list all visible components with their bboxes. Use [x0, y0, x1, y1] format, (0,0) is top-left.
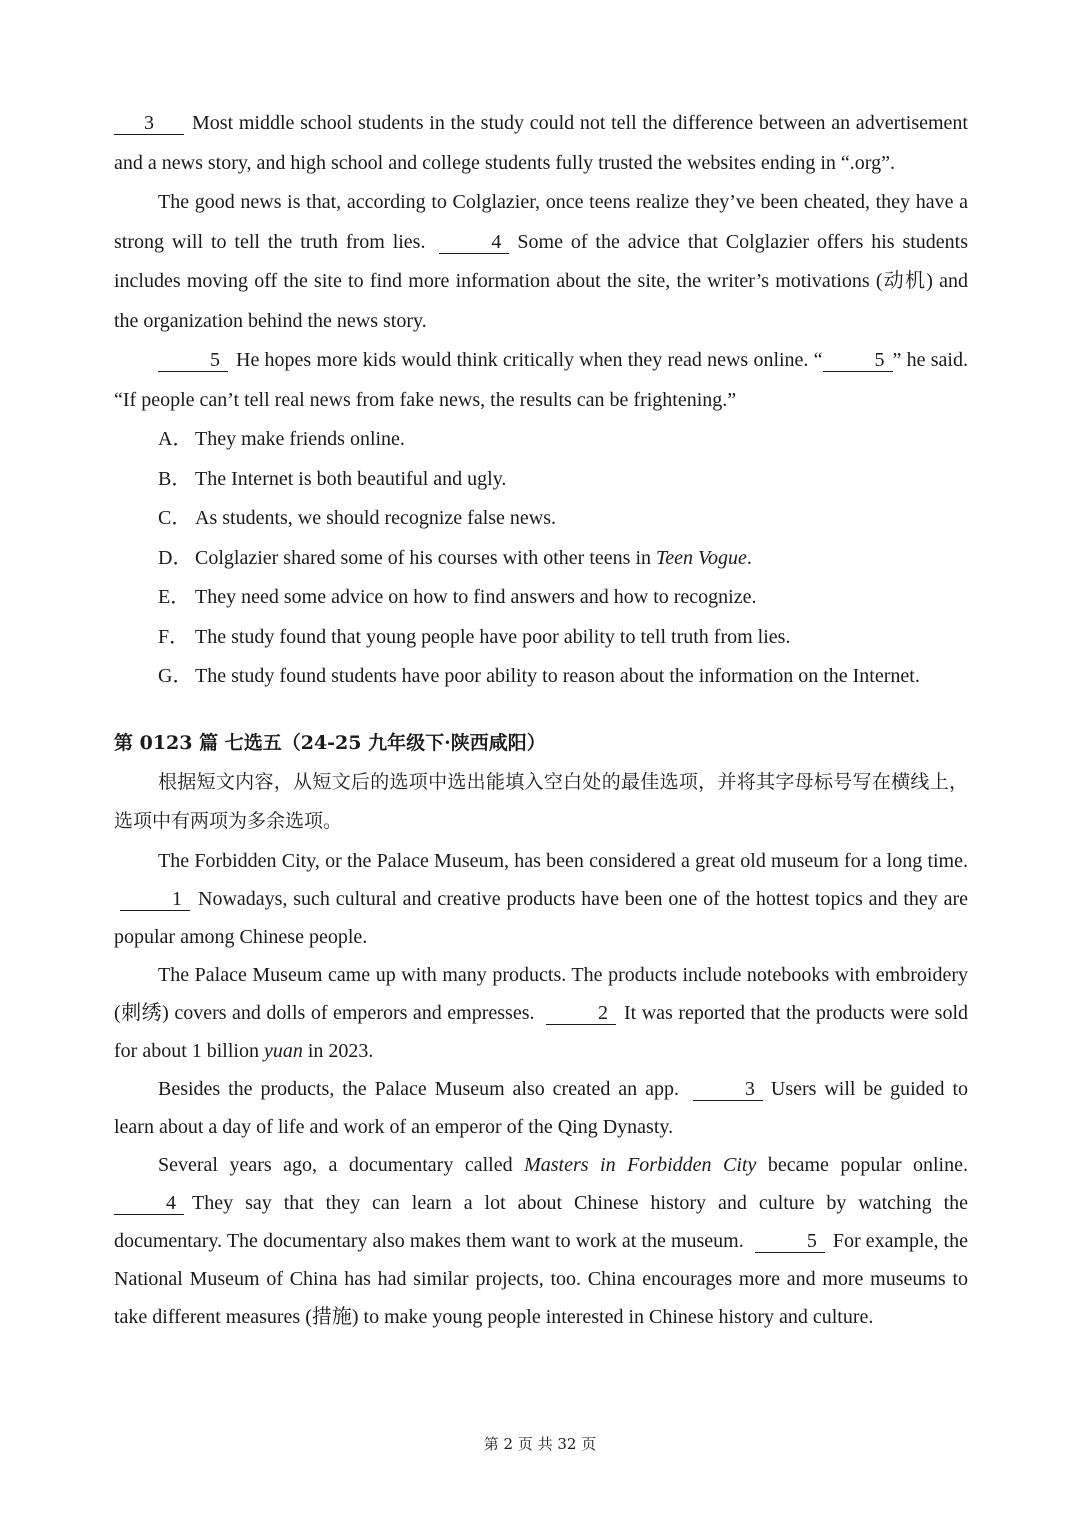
option-item: E． They need some advice on how to find answers and how to recognize. [158, 586, 757, 608]
answer-blank: 4 [114, 1192, 184, 1215]
section-heading: 第 0123 篇 七选五（24-25 九年级下·陕西咸阳） [114, 731, 546, 754]
page-number-footer: 第 2 页 共 32 页 [483, 1435, 597, 1453]
answer-blank: 1 [120, 888, 190, 911]
page-content [114, 104, 968, 1336]
passage1-paragraph-1: 3 Most middle school students in the study could not tell the difference between an advertisement and a news story, and high school and college students fully trusted the websites ending in “.org”. [114, 112, 968, 174]
answer-blank: 3 [693, 1078, 763, 1101]
passage2-paragraph-3: Besides the products, the Palace Museum also created an app. 3 Users will be guided to learn about a day of life and work of an emperor of the Qing Dynasty. [114, 1077, 969, 1138]
passage2-paragraph-4: Several years ago, a documentary called Masters in Forbidden City became popular online. 4 They say that they can learn a lot about Chinese history and culture by watching the documentary. The documentary also makes them want to work at the museum. 5 For example, the National Museum of China has had similar projects, too. China encourages more and more museums to take different measures (措施) to make young people interested in Chinese history and culture. [114, 1153, 968, 1328]
passage2-paragraph-2: The Palace Museum came up with many products. The products include notebooks with embroidery (刺绣) covers and dolls of emperors and empresses. 2 It was reported that the products were sold for about 1 billion yuan in 2023. [114, 963, 969, 1062]
passage1-paragraph-3: 5 He hopes more kids would think critically when they read news online. “ 5 ” he said. “If people can’t tell real news from fake news, the results can be frightening.” [114, 349, 968, 411]
answer-blank: 4 [439, 231, 509, 254]
answer-blank: 5 [823, 349, 893, 372]
option-item: A． They make friends online. [158, 428, 405, 450]
answer-blank: 5 [755, 1230, 825, 1253]
instruction-text: 根据短文内容，从短文后的选项中选出能填入空白处的最佳选项，并将其字母标号写在横线上，选项中有两项为多余选项。 [114, 770, 968, 832]
option-item: G． The study found students have poor ability to reason about the information on the Internet. [158, 665, 920, 687]
option-item: D． Colglazier shared some of his courses with other teens in Teen Vogue. [158, 546, 752, 569]
passage1-paragraph-2: The good news is that, according to Colglazier, once teens realize they’ve been cheated, they have a strong will to tell the truth from lies. 4 Some of the advice that Colglazier offers his students includes moving off the site to find more information about the site, the writer’s motivations (动机) and the organization behind the news story. [114, 191, 968, 332]
option-item: C． As students, we should recognize false news. [158, 507, 557, 529]
option-item: F． The study found that young people have poor ability to tell truth from lies. [158, 625, 791, 648]
option-item: B． The Internet is both beautiful and ugly. [158, 467, 507, 490]
answer-blank: 2 [546, 1002, 616, 1025]
answer-blank: 5 [158, 349, 228, 372]
passage2-paragraph-1: The Forbidden City, or the Palace Museum, has been considered a great old museum for a long time. 1 Nowadays, such cultural and creative products have been one of the hottest topics and they are popular among Chinese people. [114, 849, 968, 948]
answer-blank: 3 [114, 112, 184, 135]
